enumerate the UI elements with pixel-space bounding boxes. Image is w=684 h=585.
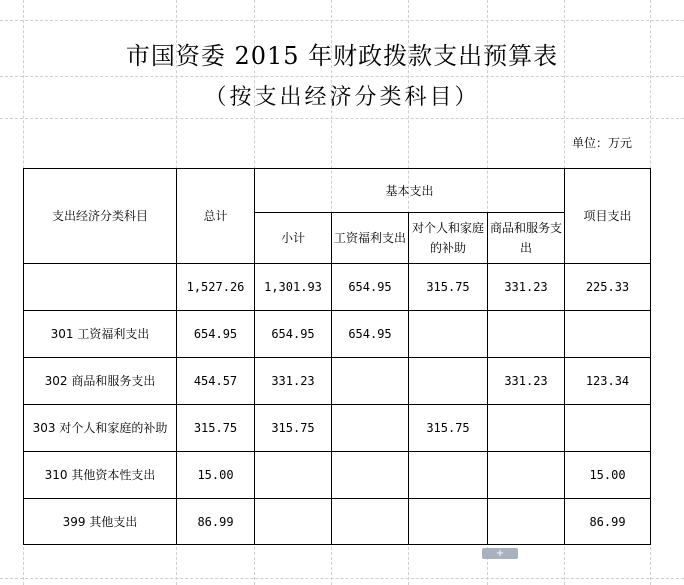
- table-row: [24, 405, 651, 452]
- table-row: [24, 499, 651, 545]
- cell-project[interactable]: 123.34: [565, 358, 651, 405]
- cell-project[interactable]: 225.33: [565, 264, 651, 311]
- report-title: 市国资委 2015 年财政拨款支出预算表: [125, 42, 559, 70]
- cell-project[interactable]: 86.99: [565, 499, 651, 545]
- budget-table: [23, 168, 651, 545]
- header-category[interactable]: 支出经济分类科目: [24, 169, 177, 264]
- cell-goods[interactable]: [488, 311, 565, 358]
- gridline: [0, 76, 684, 77]
- cell-total[interactable]: 454.57: [177, 358, 255, 405]
- cell-goods[interactable]: 331.23: [488, 358, 565, 405]
- header-wages[interactable]: 工资福利支出: [332, 213, 409, 264]
- cell-total[interactable]: 315.75: [177, 405, 255, 452]
- cell-goods[interactable]: [488, 499, 565, 545]
- cell-individuals[interactable]: 315.75: [409, 264, 488, 311]
- cell-label[interactable]: 303 对个人和家庭的补助: [24, 405, 177, 452]
- cell-total[interactable]: 15.00: [177, 452, 255, 499]
- cell-project[interactable]: 15.00: [565, 452, 651, 499]
- cell-wages[interactable]: [332, 452, 409, 499]
- cell-individuals[interactable]: [409, 499, 488, 545]
- plus-icon: +: [495, 548, 505, 559]
- unit-label: 单位：万元: [572, 136, 633, 150]
- header-basic[interactable]: 基本支出: [255, 169, 565, 213]
- header-total[interactable]: 总计: [177, 169, 255, 264]
- table-row: [24, 452, 651, 499]
- header-subtotal[interactable]: 小计: [255, 213, 332, 264]
- cell-subtotal[interactable]: [255, 452, 332, 499]
- table-row: [24, 311, 651, 358]
- cell-subtotal[interactable]: [255, 499, 332, 545]
- cell-wages[interactable]: [332, 358, 409, 405]
- cell-wages[interactable]: 654.95: [332, 264, 409, 311]
- cell-individuals[interactable]: [409, 452, 488, 499]
- cell-subtotal[interactable]: 315.75: [255, 405, 332, 452]
- cell-total[interactable]: 654.95: [177, 311, 255, 358]
- table-body: [24, 264, 651, 545]
- gridline: [0, 578, 684, 579]
- report-subtitle: （按支出经济分类科目）: [204, 85, 480, 110]
- cell-goods[interactable]: 331.23: [488, 264, 565, 311]
- cell-label[interactable]: 302 商品和服务支出: [24, 358, 177, 405]
- cell-individuals[interactable]: [409, 311, 488, 358]
- expand-tab[interactable]: [482, 548, 518, 559]
- cell-individuals[interactable]: 315.75: [409, 405, 488, 452]
- table-row: [24, 358, 651, 405]
- cell-wages[interactable]: [332, 499, 409, 545]
- cell-project[interactable]: [565, 311, 651, 358]
- cell-label[interactable]: 399 其他支出: [24, 499, 177, 545]
- cell-project[interactable]: [565, 405, 651, 452]
- cell-subtotal[interactable]: 654.95: [255, 311, 332, 358]
- cell-subtotal[interactable]: 1,301.93: [255, 264, 332, 311]
- cell-total[interactable]: 1,527.26: [177, 264, 255, 311]
- cell-label[interactable]: [24, 264, 177, 311]
- header-individuals[interactable]: 对个人和家庭的补助: [409, 213, 488, 264]
- cell-wages[interactable]: 654.95: [332, 311, 409, 358]
- header-goods[interactable]: 商品和服务支出: [488, 213, 565, 264]
- cell-label[interactable]: 310 其他资本性支出: [24, 452, 177, 499]
- header-project[interactable]: 项目支出: [565, 169, 651, 264]
- table-row: [24, 264, 651, 311]
- cell-total[interactable]: 86.99: [177, 499, 255, 545]
- cell-goods[interactable]: [488, 452, 565, 499]
- cell-goods[interactable]: [488, 405, 565, 452]
- cell-wages[interactable]: [332, 405, 409, 452]
- gridline: [0, 118, 684, 119]
- cell-subtotal[interactable]: 331.23: [255, 358, 332, 405]
- cell-label[interactable]: 301 工资福利支出: [24, 311, 177, 358]
- cell-individuals[interactable]: [409, 358, 488, 405]
- gridline: [0, 20, 684, 21]
